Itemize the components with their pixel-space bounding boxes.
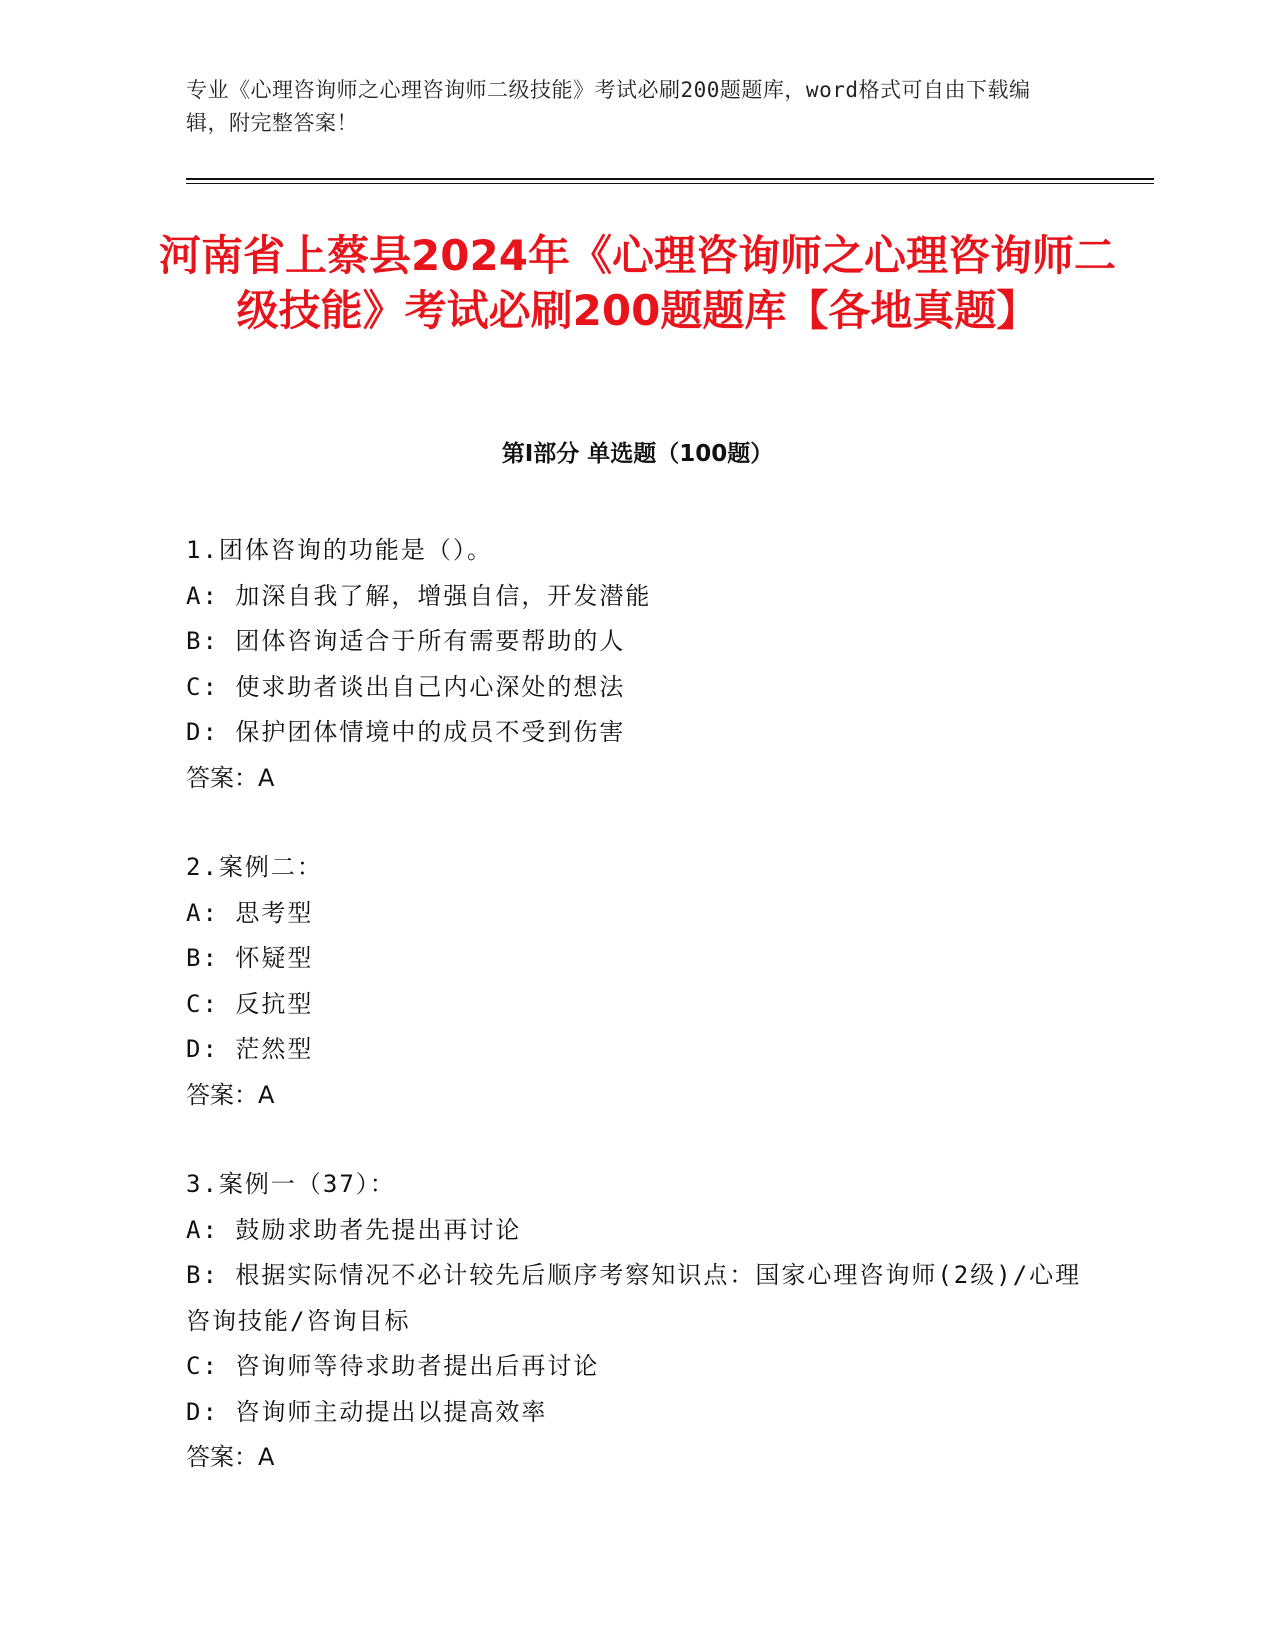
option-d: D: 茫然型 <box>186 1035 314 1063</box>
question-list <box>186 528 1086 1525</box>
header-rule-thick <box>186 178 1154 180</box>
option-a: A: 加深自我了解，增强自信，开发潜能 <box>186 581 652 610</box>
question-stem: 3.案例一（37）： <box>186 1170 396 1198</box>
option-d: D: 咨询师主动提出以提高效率 <box>186 1397 548 1426</box>
answer-line: 答案：A <box>186 1080 275 1109</box>
option-c: C: 反抗型 <box>186 989 314 1018</box>
header-note: 专业《心理咨询师之心理咨询师二级技能》考试必刷200题题库，word格式可自由下载编辑，附完整答案！ <box>186 78 1031 135</box>
option-d: D: 保护团体情境中的成员不受到伤害 <box>186 718 626 746</box>
header-rule-thin <box>186 183 1154 184</box>
answer-line: 答案：A <box>186 1443 275 1471</box>
question-item <box>186 528 1086 801</box>
document-title: 河南省上蔡县2024年《心理咨询师之心理咨询师二级技能》考试必刷200题题库【各地真题】 <box>159 231 1116 335</box>
answer-line: 答案：A <box>186 763 275 792</box>
question-item <box>186 1162 1086 1481</box>
option-a: A: 思考型 <box>186 898 314 927</box>
option-a: A: 鼓励求助者先提出再讨论 <box>186 1215 522 1244</box>
question-stem: 2.案例二： <box>186 853 323 881</box>
option-b: B: 团体咨询适合于所有需要帮助的人 <box>186 627 626 655</box>
option-c: C: 使求助者谈出自己内心深处的想法 <box>186 672 626 701</box>
question-stem: 1.团体咨询的功能是（）。 <box>186 536 493 564</box>
question-item <box>186 845 1086 1118</box>
option-c: C: 咨询师等待求助者提出后再讨论 <box>186 1352 600 1380</box>
option-b: B: 怀疑型 <box>186 944 314 972</box>
section-heading: 第Ⅰ部分 单选题（100题） <box>501 441 774 467</box>
option-b: B: 根据实际情况不必计较先后顺序考察知识点：国家心理咨询师(2级)/心理咨询技能/咨询目标 <box>186 1261 1082 1335</box>
